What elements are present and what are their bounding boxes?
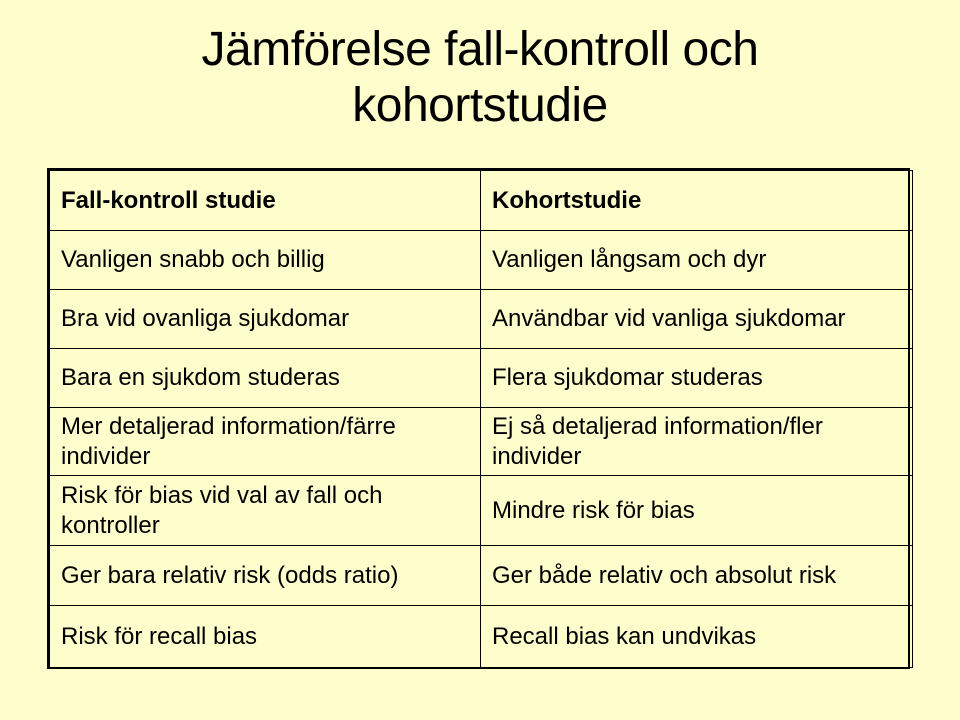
cell-text: Bara en sjukdom studeras bbox=[61, 364, 340, 391]
cell-text: Ger både relativ och absolut risk bbox=[492, 561, 837, 589]
table-cell-cohort bbox=[481, 349, 913, 408]
cell-text: Recall bias kan undvikas bbox=[492, 622, 757, 650]
table-cell-case-control bbox=[50, 231, 481, 290]
table-cell-cohort bbox=[481, 546, 913, 606]
cell-text: Mer detaljerad information/färre individer bbox=[61, 412, 396, 470]
slide-title bbox=[0, 22, 960, 134]
cell-text: Ger bara relativ risk (odds ratio) bbox=[61, 561, 399, 589]
cell-text: Flera sjukdomar studeras bbox=[492, 364, 763, 391]
cell-text: Bra vid ovanliga sjukdomar bbox=[61, 305, 350, 332]
table-cell-cohort bbox=[481, 231, 913, 290]
table-cell-case-control bbox=[50, 606, 481, 668]
table-row bbox=[50, 408, 913, 476]
column-header-case-control: Fall-kontroll studie bbox=[50, 171, 481, 231]
table-cell-case-control bbox=[50, 546, 481, 606]
table-cell-case-control bbox=[50, 290, 481, 349]
comparison-table bbox=[49, 170, 913, 668]
cell-text: Vanligen snabb och billig bbox=[61, 246, 325, 273]
column-header-cohort: Kohortstudie bbox=[481, 171, 913, 231]
cell-text: Vanligen långsam och dyr bbox=[492, 246, 767, 273]
cell-text: Ej så detaljerad information/fler individer bbox=[492, 412, 823, 470]
cell-text: Risk för bias vid val av fall och kontroller bbox=[61, 481, 383, 539]
table-cell-cohort bbox=[481, 408, 913, 476]
cell-text: Mindre risk för bias bbox=[492, 496, 695, 524]
table-row bbox=[50, 349, 913, 408]
table-cell-case-control bbox=[50, 408, 481, 476]
table-header-row bbox=[50, 171, 913, 231]
table-cell-case-control bbox=[50, 349, 481, 408]
table-row bbox=[50, 290, 913, 349]
table-cell-cohort bbox=[481, 476, 913, 546]
table-cell-cohort bbox=[481, 606, 913, 668]
table-cell-cohort bbox=[481, 290, 913, 349]
table-row bbox=[50, 476, 913, 546]
cell-text: Risk för recall bias bbox=[61, 622, 258, 650]
slide-title-line-1: Jämförelse fall-kontroll och bbox=[201, 23, 759, 76]
table-row bbox=[50, 606, 913, 668]
slide-title-line-2: kohortstudie bbox=[352, 79, 608, 132]
cell-text: Användbar vid vanliga sjukdomar bbox=[492, 305, 846, 332]
comparison-table-container bbox=[47, 168, 910, 669]
table-cell-case-control bbox=[50, 476, 481, 546]
table-row bbox=[50, 231, 913, 290]
table-row bbox=[50, 546, 913, 606]
